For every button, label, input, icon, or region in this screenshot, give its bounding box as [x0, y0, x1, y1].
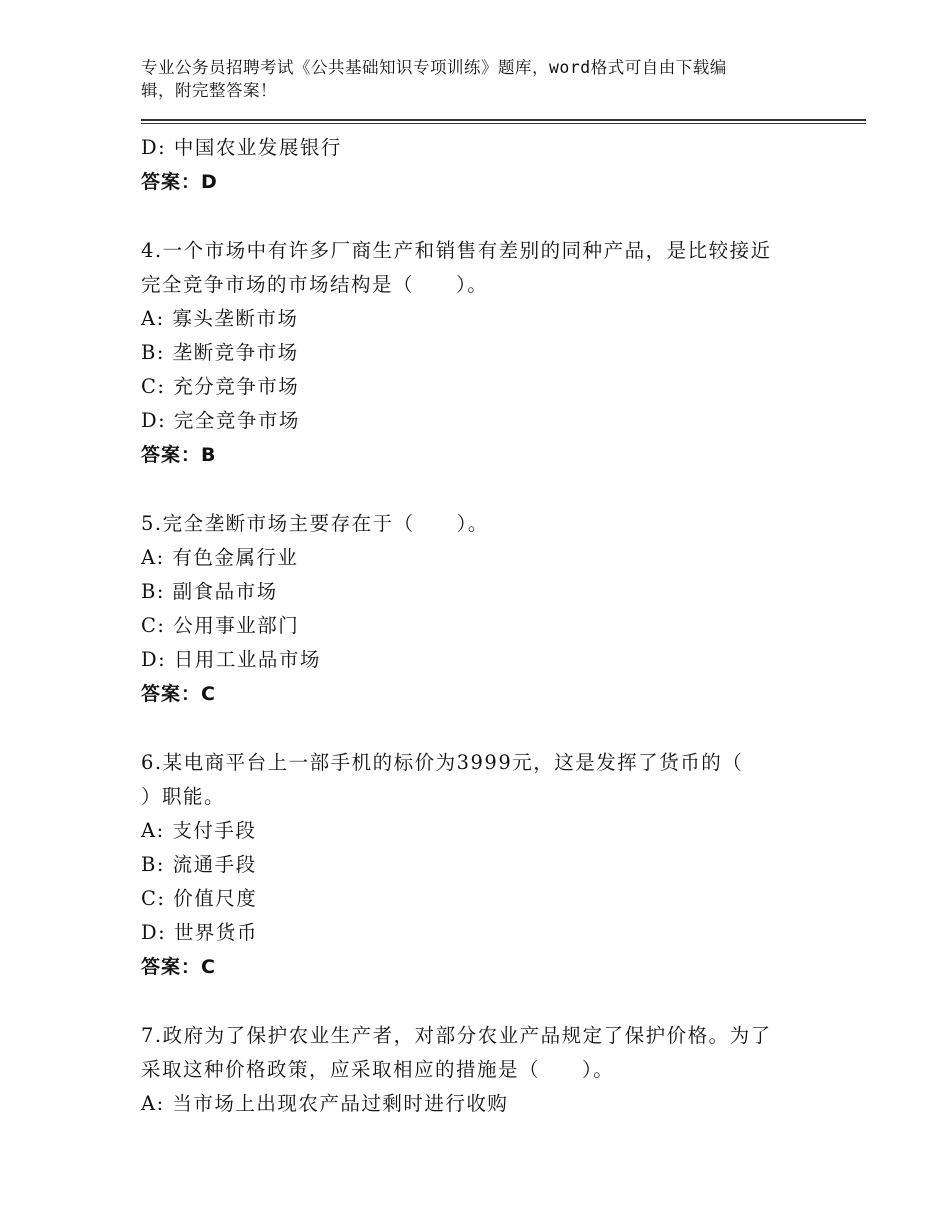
option-b: B: 流通手段: [141, 853, 257, 876]
option-c: C: 公用事业部门: [141, 614, 300, 637]
option-d: D: 日用工业品市场: [141, 648, 321, 671]
answer-label: 答案：C: [141, 956, 216, 978]
option-a: A: 有色金属行业: [141, 546, 299, 569]
header-rule-thin: [141, 123, 866, 124]
option-c: C: 充分竞争市场: [141, 375, 300, 398]
spacer: [141, 199, 821, 234]
spacer: [141, 472, 821, 507]
option-b: B: 副食品市场: [141, 580, 278, 603]
spacer: [141, 711, 821, 746]
page-header: [141, 56, 791, 102]
question-4: [141, 234, 821, 472]
question-stem: 6.某电商平台上一部手机的标价为3999元，这是发挥了货币的（: [141, 751, 744, 774]
answer-label: 答案：D: [141, 171, 218, 193]
question-stem: 完全竞争市场的市场结构是（ ）。: [141, 273, 489, 296]
option-b: B: 垄断竞争市场: [141, 341, 299, 364]
option-d: D: 世界货币: [141, 921, 258, 944]
question-stem: 5.完全垄断市场主要存在于（ ）。: [141, 512, 489, 535]
question-content: [141, 131, 821, 1121]
header-line-2: 辑，附完整答案！: [141, 81, 277, 100]
header-rule-thick: [141, 119, 866, 121]
answer-label: 答案：B: [141, 444, 217, 466]
question-6: [141, 746, 821, 984]
question-5: [141, 507, 821, 711]
question-stem: 4.一个市场中有许多厂商生产和销售有差别的同种产品，是比较接近: [141, 239, 772, 262]
question-stem: 7.政府为了保护农业生产者，对部分农业产品规定了保护价格。为了: [141, 1024, 772, 1047]
option-a: A: 支付手段: [141, 819, 257, 842]
question-stem: 采取这种价格政策，应采取相应的措施是（ ）。: [141, 1058, 615, 1081]
question-stem: ）职能。: [141, 785, 226, 808]
answer-label: 答案：C: [141, 683, 216, 705]
option-d: D: 中国农业发展银行: [141, 136, 342, 159]
option-d: D: 完全竞争市场: [141, 409, 300, 432]
option-a: A: 寡头垄断市场: [141, 307, 299, 330]
option-a: A: 当市场上出现农产品过剩时进行收购: [141, 1092, 509, 1115]
option-c: C: 价值尺度: [141, 887, 258, 910]
spacer: [141, 984, 821, 1019]
header-line-1: 专业公务员招聘考试《公共基础知识专项训练》题库，word格式可自由下载编: [141, 58, 727, 77]
question-7: [141, 1019, 821, 1121]
